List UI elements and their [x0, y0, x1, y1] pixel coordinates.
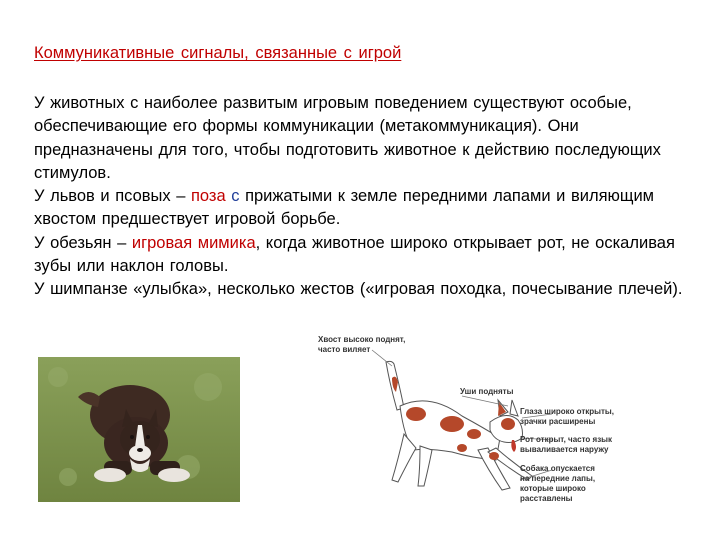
- text-segment: , когда животное широко открывает рот, не оскаливая зубы или наклон головы.: [34, 233, 675, 276]
- label-tail-line1: Хвост высоко поднят,: [318, 335, 406, 344]
- paragraph-lions-canines: [34, 185, 698, 232]
- text-segment: У обезьян –: [34, 233, 132, 252]
- label-mouth-line1: Рот открыт, часто язык: [520, 435, 612, 444]
- paragraph-monkeys: [34, 232, 698, 279]
- label-mouth-line2: вываливается наружу: [520, 445, 609, 454]
- label-paws-line4: расставлены: [520, 494, 573, 503]
- highlight-play-face: игровая мимика: [131, 233, 256, 252]
- play-bow-diagram: [312, 330, 672, 520]
- slide-title: Коммуникативные сигналы, связанные с игрой: [34, 44, 402, 62]
- body-text: [34, 92, 698, 302]
- label-eyes-line2: зрачки расширены: [520, 417, 596, 426]
- dog-play-bow-photo: [38, 357, 240, 502]
- label-ears: Уши подняты: [460, 387, 514, 396]
- label-tail-line2: часто виляет: [318, 345, 371, 354]
- label-paws-line2: на передние лапы,: [520, 474, 596, 483]
- label-eyes-line1: Глаза широко открыты,: [520, 407, 614, 416]
- highlight-pose: поза: [190, 187, 232, 206]
- text-segment: У львов и псовых –: [34, 187, 191, 206]
- text-segment: прижатыми к земле передними лапами и виляющим хвостом предшествует игровой борьбе.: [34, 187, 655, 229]
- highlight-preposition: с: [231, 187, 240, 206]
- paragraph-metacommunication: У животных с наиболее развитым игровым поведением существуют особые, обеспечивающие его формы коммуникации (метакоммуникация). Они предназначены для того, чтобы подготовить животное к действию последующих стимулов.: [34, 94, 661, 182]
- label-paws-line3: которые широко: [520, 484, 586, 493]
- label-paws-line1: Собака опускается: [520, 464, 595, 473]
- paragraph-chimpanzees: У шимпанзе «улыбка», несколько жестов («игровая походка, почесывание плечей).: [34, 280, 683, 299]
